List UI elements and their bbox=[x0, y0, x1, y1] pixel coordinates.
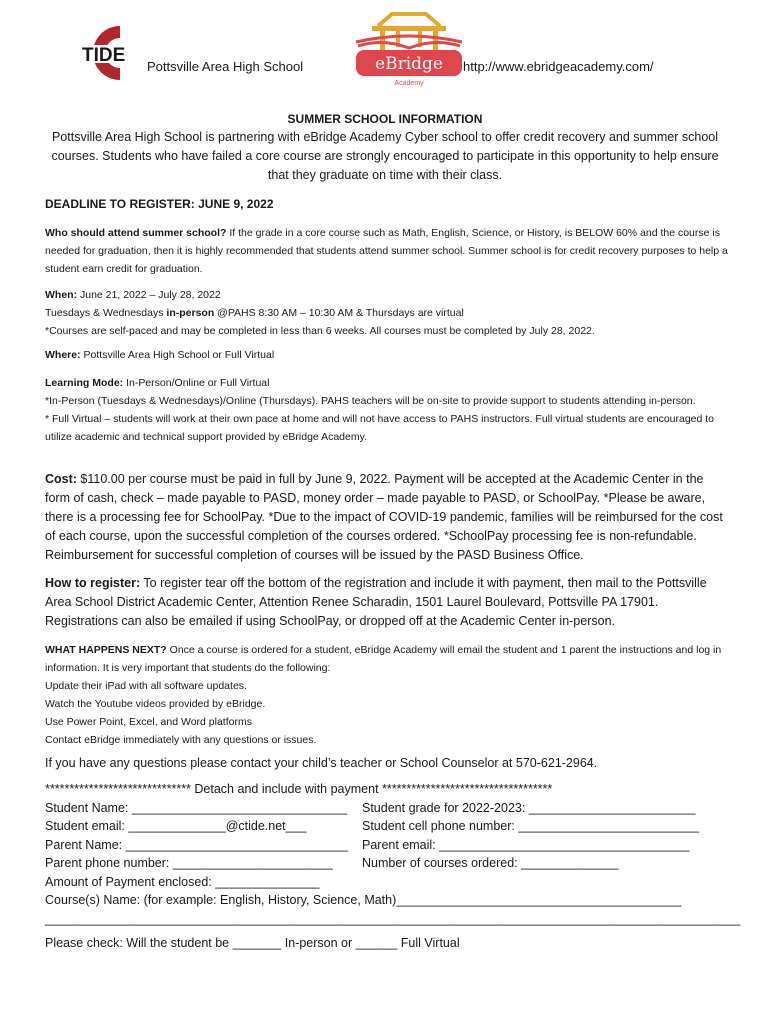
school-name: Pottsville Area High School bbox=[147, 59, 304, 74]
parent-phone-field[interactable]: Parent phone number: _______________________ bbox=[45, 856, 333, 870]
course-names-field[interactable]: Course(s) Name: (for example: English, History, Science, Math)_________________________________________ bbox=[45, 893, 682, 907]
what-happens-next-section bbox=[45, 641, 730, 749]
tide-logo-icon bbox=[80, 22, 150, 84]
mode-virtual-note: * Full Virtual – students will work at their own pace at home and will not have access to PAHS instructors. Full virtual students are encouraged to utilize academic and technical support provided by eBridge Academy. bbox=[45, 413, 715, 443]
ebridge-logo-text: eBridge bbox=[375, 54, 443, 74]
parent-name-field[interactable]: Parent Name: ________________________________ bbox=[45, 837, 349, 852]
when-in-person: in-person bbox=[166, 307, 215, 319]
website-url: http://www.ebridgeacademy.com/ bbox=[463, 59, 654, 74]
next-text: Once a course is ordered for a student, eBridge Academy will email the student and 1 parent the instructions and log in information. It is very important that students do the following: bbox=[45, 644, 722, 674]
blank-line-field[interactable]: ____________________________________________________________________________________________________ bbox=[45, 911, 741, 926]
when-times: @PAHS 8:30 AM – 10:30 AM & Thursdays are virtual bbox=[214, 307, 464, 319]
where-text: Pottsville Area High School or Full Virtual bbox=[80, 349, 275, 361]
when-dates: June 21, 2022 – July 28, 2022 bbox=[77, 289, 221, 301]
learning-mode-section bbox=[45, 374, 730, 446]
list-item: Use Power Point, Excel, and Word platforms bbox=[45, 716, 252, 728]
mode-in-person-note: *In-Person (Tuesdays & Wednesdays)/Online (Thursdays). PAHS teachers will be on-site to provide support to students attending in-person. bbox=[45, 395, 696, 407]
student-email-field[interactable]: Student email: ______________@ctide.net___ bbox=[45, 819, 307, 833]
deadline-heading: DEADLINE TO REGISTER: JUNE 9, 2022 bbox=[45, 197, 274, 211]
when-days: Tuesdays & Wednesdays bbox=[45, 307, 167, 319]
attendance-choice[interactable]: Please check: Will the student be _______ In-person or ______ Full Virtual bbox=[45, 936, 460, 950]
intro-paragraph: Pottsville Area High School is partnering with eBridge Academy Cyber school to offer credit recovery and summer school courses. Students who have failed a core course are strongly encouraged to participate in this opportunity to help ensure that they graduate on time with their class. bbox=[51, 130, 719, 182]
who-label: Who should attend summer school? bbox=[45, 227, 227, 239]
parent-email-field[interactable]: Parent email: ____________________________________ bbox=[362, 837, 690, 852]
cost-section bbox=[45, 470, 730, 565]
ebridge-logo-icon bbox=[350, 12, 468, 90]
student-name-field[interactable]: Student Name: _______________________________ bbox=[45, 800, 348, 815]
next-label: WHAT HAPPENS NEXT? bbox=[45, 644, 167, 656]
detach-line: ****************************** Detach and include with payment *********************************** bbox=[45, 782, 553, 796]
cost-text: $110.00 per course must be paid in full by June 9, 2022. Payment will be accepted at the Academic Center in the form of cash, check – made payable to PASD, money order – made payable to PASD, or SchoolPay. *Please be aware, there is a processing fee for SchoolPay. *Due to the impact of COVID-19 pandemic, families will be reimbursed for the cost of each course, upon the successful completion of the courses ordered. *SchoolPay processing fee is non-refundable. Reimbursement for successful completion of courses will be issued by the PASD Business Office. bbox=[45, 472, 723, 562]
student-cell-field[interactable]: Student cell phone number: __________________________ bbox=[362, 819, 700, 833]
student-grade-field[interactable]: Student grade for 2022-2023: ________________________ bbox=[362, 800, 696, 815]
cost-label: Cost: bbox=[45, 472, 77, 486]
registration-form bbox=[45, 780, 741, 953]
where-section bbox=[45, 346, 730, 364]
tide-logo-text: TIDE bbox=[82, 45, 126, 66]
letterhead bbox=[0, 12, 770, 92]
when-section bbox=[45, 286, 730, 340]
mode-text: In-Person/Online or Full Virtual bbox=[123, 377, 270, 389]
payment-amount-field[interactable]: Amount of Payment enclosed: _______________ bbox=[45, 874, 320, 889]
when-note: *Courses are self-paced and may be completed in less than 6 weeks. All courses must be completed by July 28, 2022. bbox=[45, 325, 595, 337]
howto-text: To register tear off the bottom of the registration and include it with payment, then mail to the Pottsville Area School District Academic Center, Attention Renee Scharadin, 1501 Laurel Boulevard, Pottsville PA 17901. Registrations can also be emailed if using SchoolPay, or dropped off at the Academic Center in-person. bbox=[45, 576, 707, 628]
page-title: SUMMER SCHOOL INFORMATION bbox=[287, 112, 483, 126]
ebridge-logo-subtext: Academy bbox=[394, 80, 424, 87]
where-label: Where: bbox=[45, 349, 81, 361]
contact-questions: If you have any questions please contact your child’s teacher or School Counselor at 570-621-2964. bbox=[45, 756, 598, 770]
courses-count-field[interactable]: Number of courses ordered: ______________ bbox=[362, 856, 619, 870]
who-text: If the grade in a core course such as Math, English, Science, or History, is BELOW 60% and the course is needed for graduation, then it is highly recommended that students attend summer school. Summer school is for credit recovery purposes to help a student earn credit for graduation. bbox=[45, 227, 728, 275]
who-section bbox=[45, 224, 730, 278]
howto-label: How to register: bbox=[45, 576, 141, 590]
mode-label: Learning Mode: bbox=[45, 377, 124, 389]
how-to-register-section bbox=[45, 574, 730, 631]
list-item: Contact eBridge immediately with any questions or issues. bbox=[45, 734, 317, 746]
when-label: When: bbox=[45, 289, 78, 301]
list-item: Update their iPad with all software updates. bbox=[45, 680, 247, 692]
list-item: Watch the Youtube videos provided by eBridge. bbox=[45, 698, 266, 710]
